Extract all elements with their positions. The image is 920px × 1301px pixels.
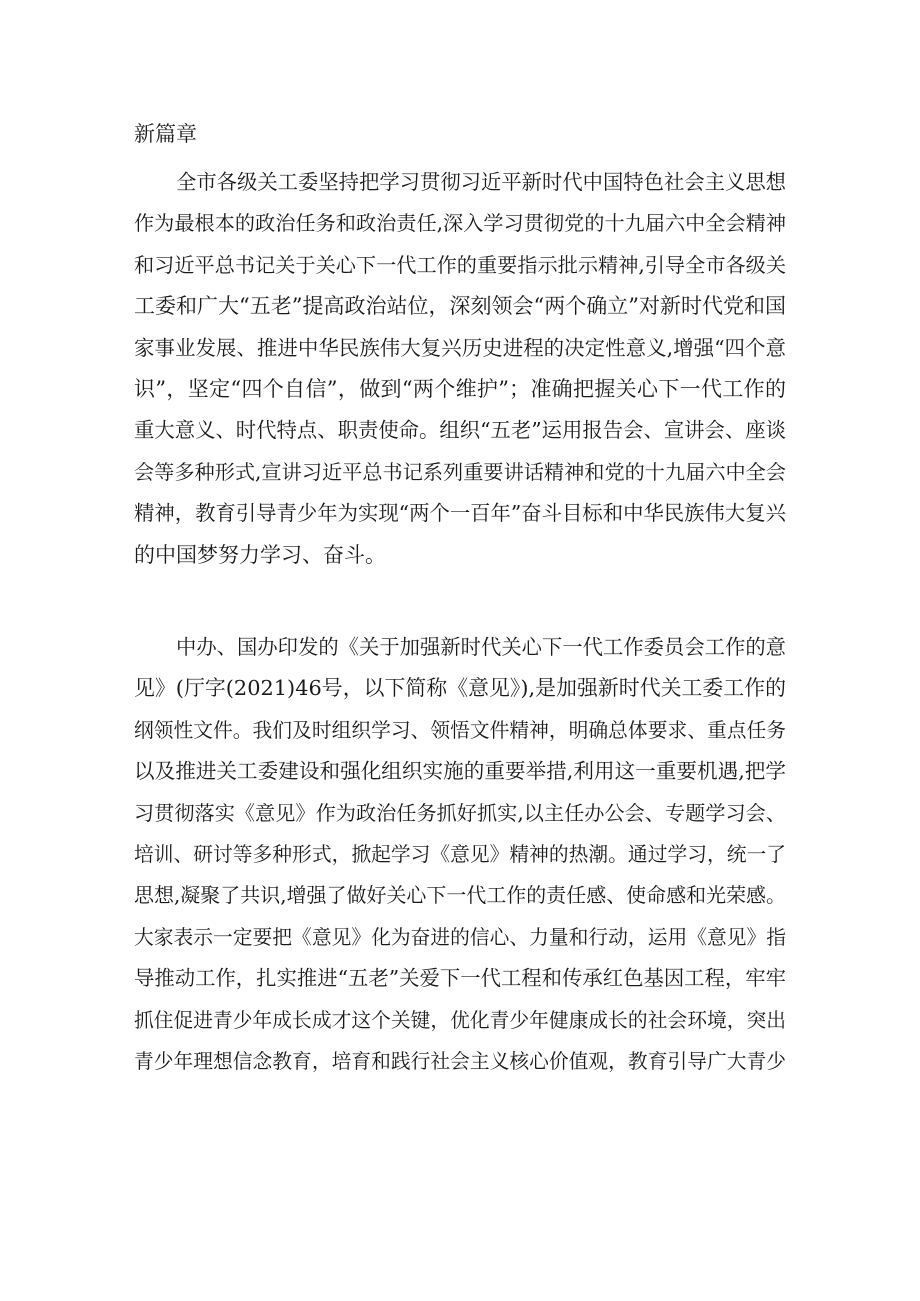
paragraph-line: 导推动工作，扎实推进“五老”关爱下一代工程和传承红色基因工程，牢牢	[134, 966, 786, 991]
paragraph-line: 和习近平总书记关于关心下一代工作的重要指示批示精神,引导全市各级关	[134, 252, 786, 277]
paragraph-line: 习贯彻落实《意见》作为政治任务抓好抓实,以主任办公会、专题学习会、	[134, 800, 786, 825]
paragraph-1	[134, 162, 786, 576]
paragraph-line: 精神，教育引导青少年为实现“两个一百年”奋斗目标和中华民族伟大复兴	[134, 501, 786, 526]
paragraph-line: 思想,凝聚了共识,增强了做好关心下一代工作的责任感、使命感和光荣感。	[134, 883, 786, 908]
paragraph-line: 见》(厅字(2021)46号，以下简称《意见》),是加强新时代关工委工作的	[134, 676, 786, 701]
section-heading: 新篇章	[134, 122, 197, 146]
paragraph-line: 纲领性文件。我们及时组织学习、领悟文件精神，明确总体要求、重点任务	[134, 718, 786, 742]
paragraph-line: 全市各级关工委坚持把学习贯彻习近平新时代中国特色社会主义思想	[176, 170, 786, 194]
paragraph-line: 家事业发展、推进中华民族伟大复兴历史进程的决定性意义,增强“四个意	[134, 335, 786, 360]
paragraph-line: 培训、研讨等多种形式，掀起学习《意见》精神的热潮。通过学习，统一了	[134, 842, 786, 866]
paragraph-line: 大家表示一定要把《意见》化为奋进的信心、力量和行动，运用《意见》指	[134, 925, 786, 949]
paragraph-line: 以及推进关工委建设和强化组织实施的重要举措,利用这一重要机遇,把学	[134, 759, 786, 784]
paragraph-line: 青少年理想信念教育，培育和践行社会主义核心价值观，教育引导广大青少	[134, 1049, 786, 1073]
paragraph-line: 识”，坚定“四个自信”，做到“两个维护”；准确把握关心下一代工作的	[134, 376, 786, 401]
paragraph-line: 工委和广大“五老”提高政治站位，深刻领会“两个确立”对新时代党和国	[134, 294, 786, 319]
paragraph-line: 会等多种形式,宣讲习近平总书记系列重要讲话精神和党的十九届六中全会	[134, 459, 786, 484]
paragraph-line: 中办、国办印发的《关于加强新时代关心下一代工作委员会工作的意	[176, 635, 786, 659]
paragraph-line: 抓住促进青少年成长成才这个关键，优化青少年健康成长的社会环境，突出	[134, 1008, 786, 1032]
paragraph-line: 作为最根本的政治任务和政治责任,深入学习贯彻党的十九届六中全会精神	[134, 211, 786, 236]
paragraph-2	[134, 627, 786, 1082]
paragraph-line: 重大意义、时代特点、职责使命。组织“五老”运用报告会、宣讲会、座谈	[134, 418, 786, 443]
paragraph-line: 的中国梦努力学习、奋斗。	[134, 542, 386, 567]
